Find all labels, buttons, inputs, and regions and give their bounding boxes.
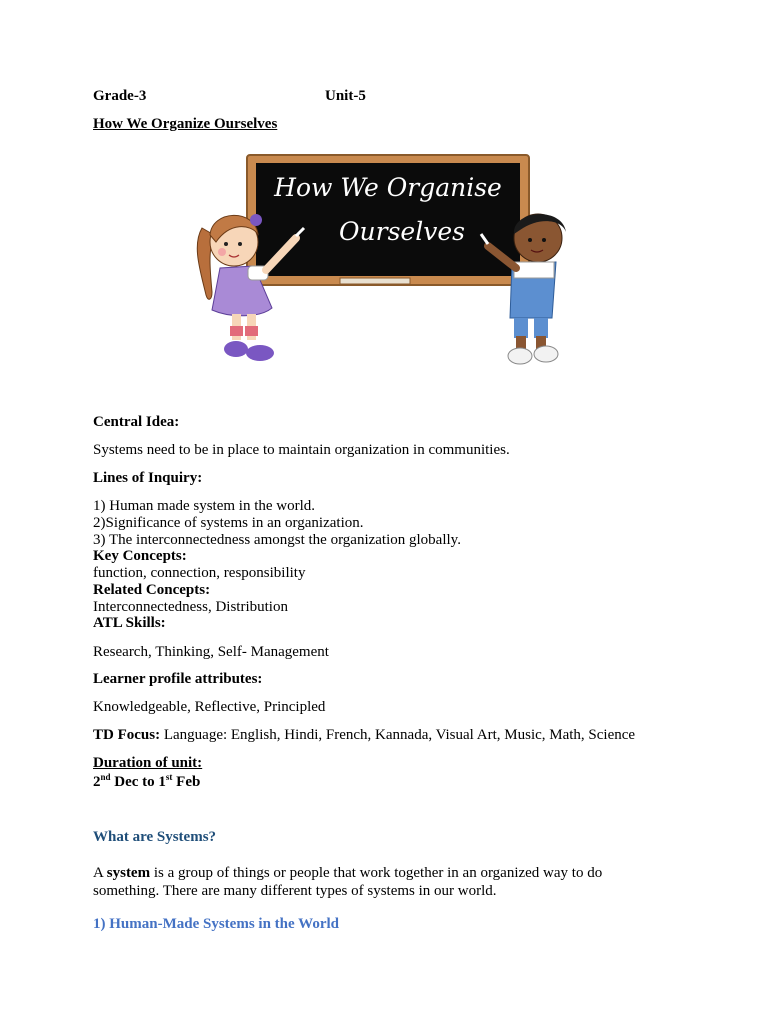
central-idea-heading: Central Idea:: [93, 414, 180, 430]
systems-p-before: A: [93, 865, 107, 881]
lines-of-inquiry-heading: Lines of Inquiry:: [93, 470, 203, 486]
learner-profile-text: Knowledgeable, Reflective, Principled: [93, 699, 326, 715]
central-idea-text: Systems need to be in place to maintain organization in communities.: [93, 442, 510, 458]
inquiry-line-3: 3) The interconnectedness amongst the organization globally.: [93, 532, 461, 548]
systems-p-bold: system: [106, 865, 151, 881]
atl-skills-heading: ATL Skills:: [93, 615, 166, 631]
key-concepts-heading: Key Concepts:: [93, 548, 187, 564]
related-concepts-heading: Related Concepts:: [93, 582, 211, 598]
inquiry-line-1: 1) Human made system in the world.: [93, 498, 316, 514]
unit-title: How We Organize Ourselves: [93, 116, 278, 132]
unit-label: Unit-5: [325, 88, 366, 104]
duration-end-sup: st: [165, 772, 173, 782]
key-concepts-text: function, connection, responsibility: [93, 565, 306, 581]
duration-text: [93, 774, 200, 791]
systems-heading: What are Systems?: [93, 829, 217, 845]
human-made-systems-heading: 1) Human-Made Systems in the World: [93, 916, 339, 932]
board-text-line2: Ourselves: [339, 217, 465, 246]
grade-label: Grade-3: [93, 88, 147, 104]
chalk-tray: [340, 278, 410, 284]
duration-start-rest: Dec to 1: [110, 774, 166, 790]
duration-start-num: 2: [93, 774, 101, 790]
duration-heading: Duration of unit:: [93, 755, 203, 771]
systems-p-after: is a group of things or people that work together in an organized way to do something. There are many different types of systems in our world.: [93, 865, 603, 899]
board-text-line1: How We Organise: [274, 173, 502, 202]
systems-paragraph: [93, 864, 653, 900]
td-focus-label: TD Focus:: [93, 727, 161, 743]
td-focus-text: Language: English, Hindi, French, Kannada, Visual Art, Music, Math, Science: [160, 727, 636, 743]
learner-profile-heading: Learner profile attributes:: [93, 671, 263, 687]
duration-start-sup: nd: [100, 772, 111, 782]
related-concepts-text: Interconnectedness, Distribution: [93, 599, 288, 615]
td-focus-line: [93, 727, 635, 744]
inquiry-line-2: 2)Significance of systems in an organization.: [93, 515, 364, 531]
chalkboard-illustration: [190, 150, 580, 375]
atl-skills-text: Research, Thinking, Self- Management: [93, 644, 329, 660]
duration-end-rest: Feb: [172, 774, 201, 790]
